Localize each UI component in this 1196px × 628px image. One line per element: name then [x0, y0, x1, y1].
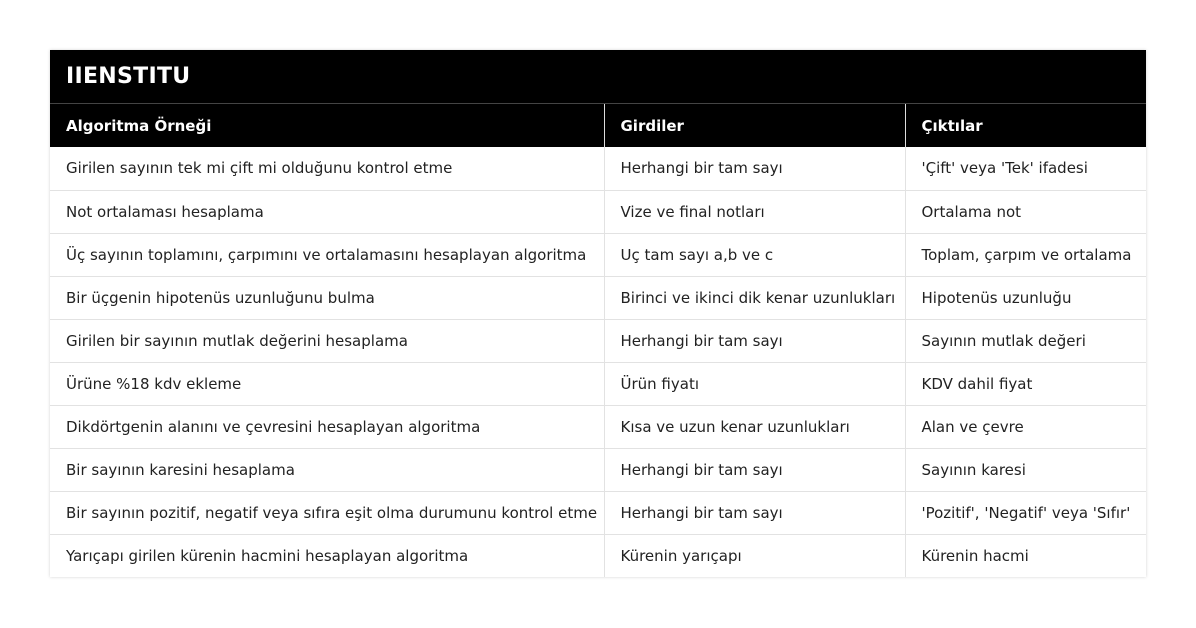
table-row [50, 448, 1146, 491]
cell-outputs: 'Çift' veya 'Tek' ifadesi [905, 147, 1146, 190]
column-header-outputs: Çıktılar [905, 104, 1146, 147]
cell-inputs: Herhangi bir tam sayı [604, 448, 905, 491]
cell-algorithm: Not ortalaması hesaplama [50, 190, 604, 233]
table-row [50, 147, 1146, 190]
table-row [50, 362, 1146, 405]
table-header-row [50, 104, 1146, 147]
cell-outputs: Kürenin hacmi [921, 546, 1029, 565]
cell-inputs: Herhangi bir tam sayı [604, 147, 905, 190]
cell-inputs: Herhangi bir tam sayı [604, 491, 905, 534]
column-header-algorithm: Algoritma Örneği [50, 104, 604, 147]
brand-header [50, 50, 1146, 104]
cell-outputs: Sayının mutlak değeri [905, 319, 1146, 362]
cell-outputs: KDV dahil fiyat [905, 362, 1146, 405]
brand-title: IIENSTITU [66, 64, 191, 89]
cell-algorithm: Yarıçapı girilen kürenin hacmini hesaplayan algoritma [50, 534, 604, 577]
cell-outputs: Hipotenüs uzunluğu [905, 276, 1146, 319]
cell-outputs: Alan ve çevre [905, 405, 1146, 448]
algorithm-examples-card [50, 50, 1146, 577]
cell-algorithm: Bir sayının pozitif, negatif veya sıfıra eşit olma durumunu kontrol etme [50, 491, 604, 534]
table-row [50, 534, 1146, 577]
cell-inputs: Herhangi bir tam sayı [604, 319, 905, 362]
cell-algorithm: Dikdörtgenin alanını ve çevresini hesaplayan algoritma [50, 405, 604, 448]
column-header-inputs: Girdiler [604, 104, 905, 147]
table-row [50, 190, 1146, 233]
cell-outputs: Ortalama not [905, 190, 1146, 233]
cell-inputs: Kürenin yarıçapı [604, 534, 905, 577]
cell-inputs: Ürün fiyatı [604, 362, 905, 405]
cell-algorithm: Bir üçgenin hipotenüs uzunluğunu bulma [50, 276, 604, 319]
cell-outputs: 'Pozitif', 'Negatif' veya 'Sıfır' [905, 491, 1146, 534]
cell-inputs: Birinci ve ikinci dik kenar uzunlukları [604, 276, 905, 319]
cell-algorithm: Üç sayının toplamını, çarpımını ve ortalamasını hesaplayan algoritma [50, 233, 604, 276]
cell-algorithm: Girilen sayının tek mi çift mi olduğunu kontrol etme [50, 147, 604, 190]
cell-algorithm: Girilen bir sayının mutlak değerini hesaplama [50, 319, 604, 362]
cell-algorithm: Bir sayının karesini hesaplama [50, 448, 604, 491]
cell-inputs: Uç tam sayı a,b ve c [604, 233, 905, 276]
algorithm-table [50, 104, 1146, 577]
cell-inputs: Vize ve final notları [604, 190, 905, 233]
table-row [50, 491, 1146, 534]
cell-algorithm: Ürüne %18 kdv ekleme [50, 362, 604, 405]
table-row [50, 276, 1146, 319]
cell-outputs: Sayının karesi [905, 448, 1146, 491]
table-row [50, 233, 1146, 276]
cell-outputs: Toplam, çarpım ve ortalama [905, 233, 1146, 276]
table-row [50, 405, 1146, 448]
table-row [50, 319, 1146, 362]
cell-inputs: Kısa ve uzun kenar uzunlukları [604, 405, 905, 448]
